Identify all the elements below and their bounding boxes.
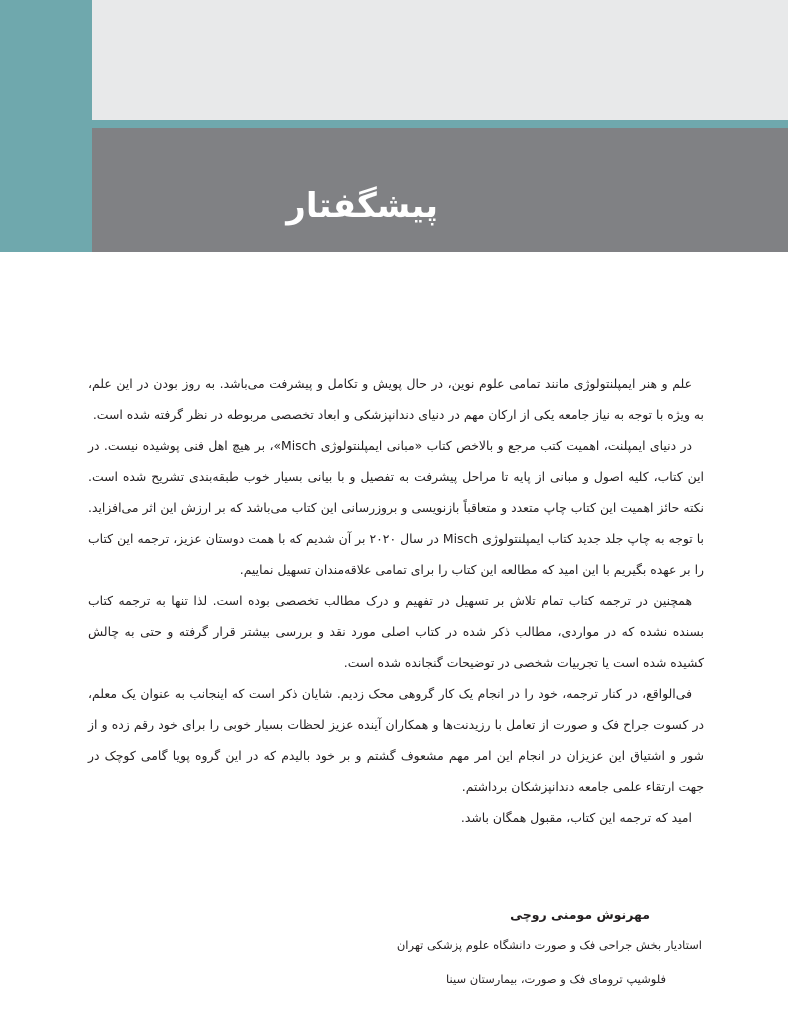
paragraph: در دنیای ایمپلنت، اهمیت کتب مرجع و بالاخص کتاب «مبانی ایمپلنتولوژی Misch»، بر هیچ اهل فنی پوشیده نیست. در این کتاب، کلیه اصول و مبانی از پایه تا مراحل پیشرفت به تفصیل و با بیانی بسیار خوب طبقه‌بندی تشریح شده است. نکته حائز اهمیت این کتاب چاپ متعدد و متعاقباً بازنویسی و بروزرسانی این کتاب می‌باشد که بر ارزش این اثر می‌افزاید. با توجه به چاپ جلد جدید کتاب ایمپلنتولوژی Misch در سال ۲۰۲۰ بر آن شدیم که با همت دوستان عزیز، ترجمه این کتاب را بر عهده بگیریم با این امید که مطالعه این کتاب را برای تمامی علاقه‌مندان تسهیل نماییم. (88, 438, 705, 577)
paragraph: همچنین در ترجمه کتاب تمام تلاش بر تسهیل در تفهیم و درک مطالب تخصصی بوده است. لذا تنها به ترجمه کتاب بسنده نشده که در مواردی، مطالب ذکر شده در کتاب اصلی مورد نقد و بررسی بیشتر قرار گرفته و حتی به چالش کشیده شده است یا تجربیات شخصی در توضیحات گنجانده شده است. (88, 593, 704, 670)
teal-side-bar (0, 0, 92, 252)
header-title-band (92, 128, 788, 252)
paragraph: علم و هنر ایمپلنتولوژی مانند تمامی علوم نوین، در حال پویش و تکامل و پیشرفت می‌باشد. به روز بودن در این علم، به ویژه با توجه به نیاز جامعه یکی از ارکان مهم در دنیای دندانپزشکی و ابعاد تخصصی مربوطه در نظر گرفته شده است. (88, 376, 704, 422)
signature-block (322, 902, 702, 996)
author-name: مهرنوش مومنی روچی (510, 907, 650, 922)
preface-body (88, 368, 704, 833)
page-title: پیشگفتار (286, 186, 438, 226)
author-position: استادیار بخش جراحی فک و صورت دانشگاه علوم پزشکی تهران (396, 938, 702, 952)
paragraph: امید که ترجمه این کتاب، مقبول همگان باشد. (460, 810, 692, 825)
header-light-band (92, 0, 788, 120)
header-teal-stripe (92, 120, 788, 128)
author-fellowship: فلوشیپ ترومای فک و صورت، بیمارستان سینا (446, 972, 666, 986)
paragraph: فی‌الواقع، در کنار ترجمه، خود را در انجام یک کار گروهی محک زدیم. شایان ذکر است که اینجانب به عنوان یک معلم، در کسوت جراح فک و صورت از تعامل با رزیدنت‌ها و همکاران آینده عزیز لحظات بسیار خوبی را برای خود رقم زده و از شور و اشتیاق این عزیزان در انجام این امر مهم مشعوف گشتم و بر خود بالیدم که در این گروه پویا گامی کوچک در جهت ارتقاء علمی جامعه دندانپزشکان برداشتم. (88, 686, 704, 794)
